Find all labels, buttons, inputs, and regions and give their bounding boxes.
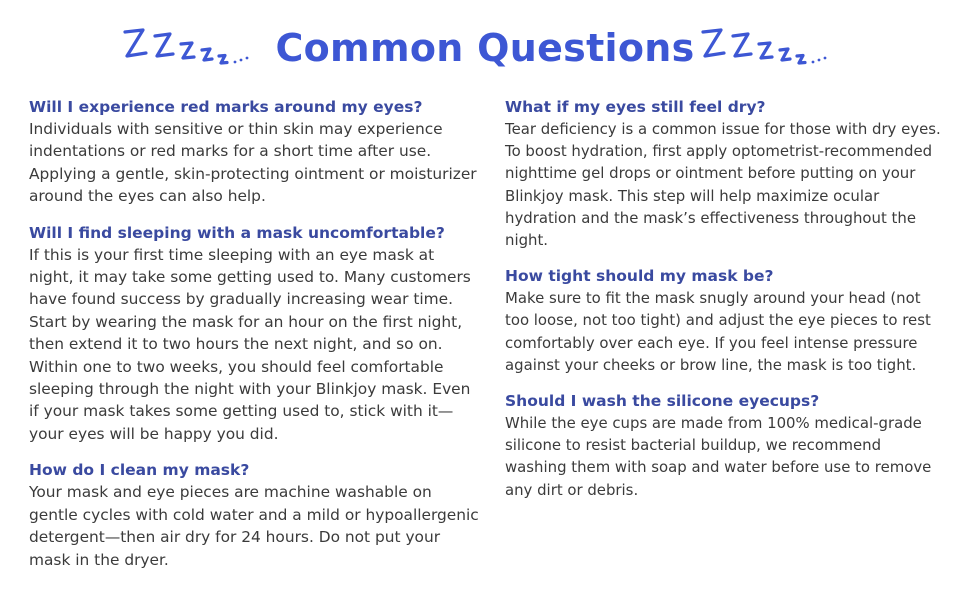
faq-answer: Tear deficiency is a common issue for those with dry eyes. To boost hydration, first apply optometrist-recommended nighttime gel drops or ointment before putting on your Blinkjoy mask. This step will help maximize ocular hydration and the mask’s effectiveness throughout the night. bbox=[505, 120, 941, 250]
faq-question: Will I find sleeping with a mask uncomfortable? bbox=[29, 223, 445, 242]
faq-column-right bbox=[505, 96, 947, 515]
faq-item bbox=[505, 96, 947, 251]
faq-item bbox=[505, 390, 947, 501]
faq-question: Will I experience red marks around my eyes? bbox=[29, 98, 423, 116]
faq-question: How do I clean my mask? bbox=[29, 461, 250, 480]
faq-question: What if my eyes still feel dry? bbox=[505, 98, 766, 116]
faq-answer: Make sure to fit the mask snugly around your head (not too loose, not too tight) and adjust the eye pieces to rest comfortably over each eye. If you feel intense pressure against your cheeks or brow line, the mask is too tight. bbox=[505, 289, 931, 374]
faq-item bbox=[29, 96, 481, 208]
page-title: Common Questions bbox=[275, 26, 695, 70]
faq-item bbox=[29, 222, 481, 446]
faq-answer: Your mask and eye pieces are machine washable on gentle cycles with cold water and a mild or hypoallergenic detergent—then air dry for 24 hours. Do not put your mask in the dryer. bbox=[29, 483, 479, 569]
sleep-zzz-icon bbox=[121, 18, 271, 78]
faq-item bbox=[29, 459, 481, 571]
faq-question: How tight should my mask be? bbox=[505, 267, 774, 286]
faq-answer: If this is your first time sleeping with an eye mask at night, it may take some getting used to. Many customers have found success by gradually increasing wear time. Start by wearing the mask for an hour on the first night, then extend it to two hours the next night, and so on. Within one to two weeks, you should feel comfortable sleeping through the night with your Blinkjoy mask. Even if your mask takes some getting used to, stick with it—your eyes will be happy you did. bbox=[29, 245, 471, 443]
faq-answer: While the eye cups are made from 100% medical-grade silicone to resist bacterial buildup, we recommend washing them with soap and water before use to remove any dirt or debris. bbox=[505, 414, 932, 499]
faq-question: Should I wash the silicone eyecups? bbox=[505, 392, 820, 411]
faq-column-left bbox=[29, 96, 481, 585]
header bbox=[0, 18, 970, 78]
faq-item bbox=[505, 265, 947, 376]
sleep-zzz-icon bbox=[699, 18, 849, 78]
faq-answer: Individuals with sensitive or thin skin may experience indentations or red marks for a short time after use. Applying a gentle, skin-protecting ointment or moisturizer around the eyes can also help. bbox=[29, 120, 477, 206]
